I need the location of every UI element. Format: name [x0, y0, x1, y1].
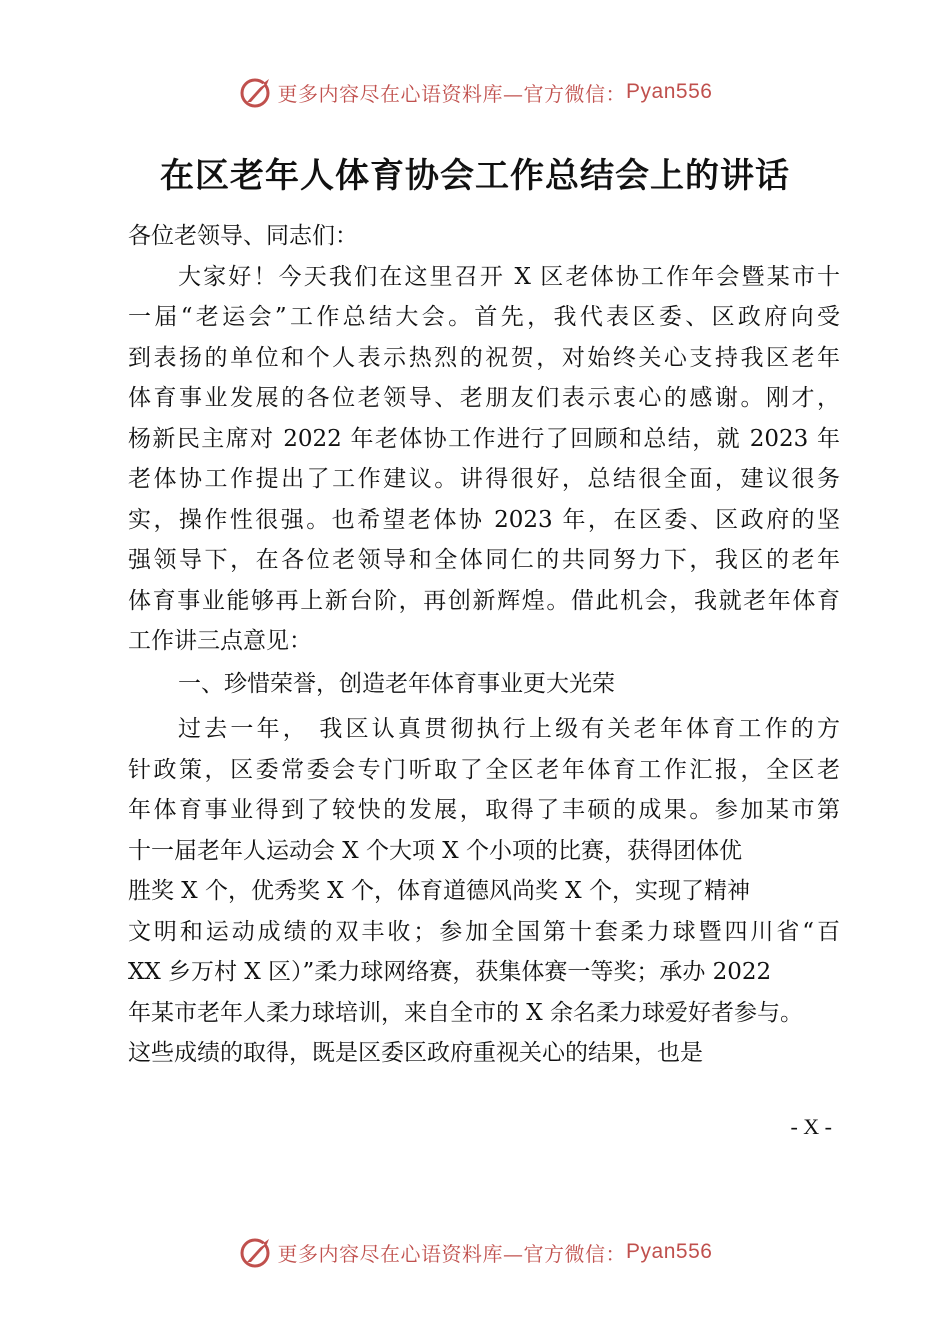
text-line: 体育事业发展的各位老领导、老朋友们表示衷心的感谢。刚才，	[128, 385, 840, 411]
text-line: 工作讲三点意见：	[128, 628, 312, 654]
watermark-text: 更多内容尽在心语资料库—官方微信：	[277, 1241, 627, 1266]
paragraph-1	[128, 257, 840, 662]
text-line: 十一届老年人运动会 X 个大项 X 个小项的比赛，获得团体优	[128, 837, 742, 864]
document-body	[128, 216, 840, 1074]
text-line: 大家好！今天我们在这里召开 X 区老体协工作年会暨某市十	[178, 263, 840, 290]
text-line: 一届“老运会”工作总结大会。首先，我代表区委、区政府向受	[128, 304, 840, 330]
text-line: 年某市老年人柔力球培训，来自全市的 X 余名柔力球爱好者参与。	[128, 999, 803, 1026]
paragraph-2	[128, 709, 840, 1074]
text-line: 实，操作性很强。也希望老体协 2023 年，在区委、区政府的坚	[128, 506, 840, 533]
section-heading-1: 一、珍惜荣誉，创造老年体育事业更大光荣	[178, 670, 615, 697]
watermark-wechat-id: Pyan556	[626, 1240, 713, 1263]
quill-pen-circle-icon	[238, 1234, 274, 1270]
text-line: 这些成绩的取得，既是区委区政府重视关心的结果，也是	[128, 1040, 703, 1066]
watermark-banner-top	[0, 70, 950, 114]
salutation: 各位老领导、同志们：	[128, 223, 358, 249]
text-line: 胜奖 X 个，优秀奖 X 个，体育道德风尚奖 X 个，实现了精神	[128, 878, 750, 904]
text-line: 老体协工作提出了工作建议。讲得很好，总结很全面，建议很务	[128, 466, 840, 492]
text-line: XX 乡万村 X 区）”柔力球网络赛，获集体赛一等奖；承办 2022	[128, 959, 772, 985]
watermark-wechat-id: Pyan556	[626, 80, 713, 103]
text-line: 文明和运动成绩的双丰收；参加全国第十套柔力球暨四川省“百	[128, 918, 840, 945]
text-line: 针政策，区委常委会专门听取了全区老年体育工作汇报，全区老	[128, 756, 840, 783]
watermark-text: 更多内容尽在心语资料库—官方微信：	[277, 81, 627, 106]
text-line: 强领导下，在各位老领导和全体同仁的共同努力下，我区的老年	[128, 547, 840, 573]
text-line: 杨新民主席对 2022 年老体协工作进行了回顾和总结，就 2023 年	[128, 425, 840, 452]
document-title: 在区老年人体育协会工作总结会上的讲话	[160, 156, 790, 196]
page-number: - X -	[790, 1114, 832, 1139]
text-line: 过去一年， 我区认真贯彻执行上级有关老年体育工作的方	[178, 716, 840, 742]
watermark-banner-bottom	[0, 1230, 950, 1274]
text-line: 到表扬的单位和个人表示热烈的祝贺，对始终关心支持我区老年	[128, 344, 840, 371]
text-line: 体育事业能够再上新台阶，再创新辉煌。借此机会，我就老年体育	[128, 587, 840, 614]
text-line: 年体育事业得到了较快的发展，取得了丰硕的成果。参加某市第	[128, 797, 840, 823]
quill-pen-circle-icon	[238, 74, 274, 110]
